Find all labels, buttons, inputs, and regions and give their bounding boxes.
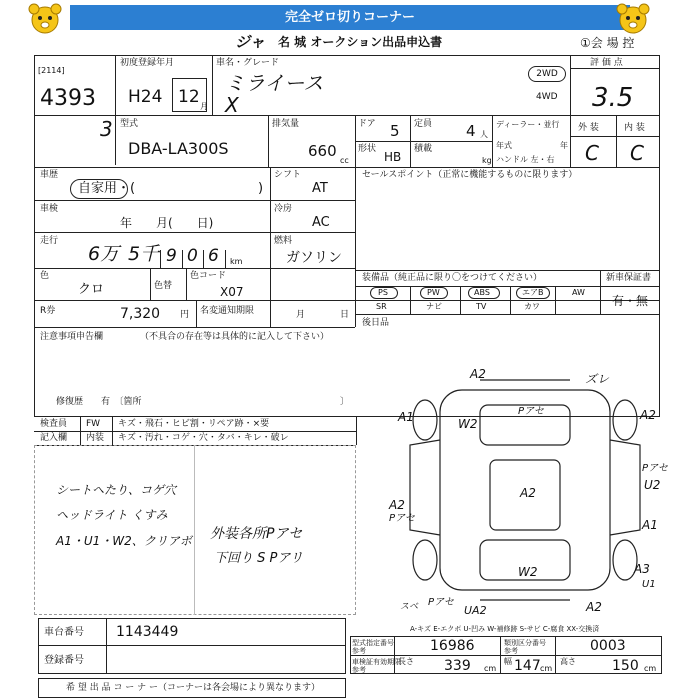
type-label: 型式 [120,119,139,129]
exterior-label: 外 装 [578,123,599,133]
chassis-value: 1143449 [116,624,179,640]
diag-mark-3: A1 [398,410,414,424]
class-code-ref: 参考 [504,647,518,655]
fuel-label: 燃料 [274,236,293,246]
color-code-value: X07 [220,285,244,299]
handle-label: ハンドル 左・右 [496,155,555,164]
width-label: 幅 [504,657,512,666]
capacity-value: 4 [466,122,476,140]
type-value: DBA-LA300S [128,139,229,158]
class-code-label: 類別区分番号 [504,639,546,647]
diag-mark-12: A1 [642,518,658,532]
length-unit: cm [484,664,497,673]
class-code-value: 0003 [590,638,626,654]
first-reg-era-year: H24 [128,87,163,107]
handnote-2: ヘッドライト くすみ [56,508,168,522]
capacity-unit: 人 [480,130,488,139]
model-name: ミライース [225,71,324,95]
shape-value: HB [384,150,402,164]
color-code-label: 色コード [190,271,227,281]
capacity-label: 定員 [414,119,433,129]
month-unit: 月 [200,102,208,111]
equipment-label: 装備品（純正品に限り〇をつけてください） [362,273,543,283]
handnote-4: 外装各所Pアセ [210,526,303,542]
equip-pw: PW [427,288,440,297]
recycle-label: R券 [40,306,56,316]
height-unit: cm [644,664,657,673]
notes-area [34,445,356,615]
diag-mark-16: スベ [400,602,419,612]
notes-sub: （不具合の存在等は具体的に記入して下さい） [140,332,330,342]
repair-history-label: 修復歴 有 〔箇所 [56,397,142,407]
fw-items: キズ・飛石・ヒビ割・リペア跡・×要 [118,419,270,429]
diag-mark-19: A2 [586,600,602,614]
year-label: 年式 [496,141,512,150]
new-car-warranty-value: 有・無 [612,294,649,308]
expiry-ref: 参考 [352,666,366,674]
mascot-right-icon [614,2,652,36]
load-label: 積載 [414,144,433,154]
width-value: 147 [514,658,541,674]
rating-label: 評 価 点 [590,58,623,68]
form-title: 名 城 オークション出品申込書 [278,35,443,49]
model-code-ref: 参考 [352,647,366,655]
mileage-digit-1: 9 [166,246,177,266]
expiry-label: 車検証有効期限 [352,658,401,666]
venue-copy-label: ①会 場 控 [580,36,635,50]
shape-label: 形状 [358,144,377,154]
diag-mark-4: W2 [458,417,478,431]
ac-value: AC [312,215,330,230]
height-label: 高さ [560,657,576,666]
diag-mark-14: U1 [642,579,656,590]
diag-mark-10: Pアセ [389,513,415,524]
model-code-label: 型式指定番号 [352,639,394,647]
color-change-label: 色替 [154,281,173,291]
equip-ps: PS [378,288,388,297]
mascot-left-icon [26,2,64,36]
banner-title: 完全ゼロ切りコーナー [70,5,630,30]
recycle-value: 7,320 [120,306,161,322]
rear-items-label: 後日品 [362,318,390,328]
interior-check-label: 内装 [86,433,105,443]
mileage-digit-3: 6 [208,246,219,266]
diag-mark-6: A2 [640,408,656,422]
sales-point-label: セールスポイント（正常に機能するものに限ります） [362,170,578,180]
diag-mark-17: Pアセ [428,597,454,608]
displacement-label: 排気量 [272,119,300,129]
inspector-label: 検査員 [40,419,68,429]
diag-mark-8: U2 [644,478,661,492]
model-label: 車名・グレード [216,58,280,68]
fuel-value: ガソリン [286,250,342,266]
registration-label: 登録番号 [44,655,84,666]
height-value: 150 [612,658,639,674]
drive-2wd-circled: 2WD [528,66,566,82]
hand-mark: 3 [100,117,113,141]
diagram-legend: A-キズ E-エクボ U-凹み W-補修跡 S-サビ C-腐食 XX-交換済 [410,625,600,633]
equip-abs: ABS [474,288,490,297]
grade: X [225,93,239,117]
handnote-1: シートヘたり、コゲ穴 [56,483,177,497]
history-value: 自家用・( [78,181,136,196]
repair-history-close: 〕 [340,397,350,407]
mileage-unit: km [230,257,243,266]
doors-value: 5 [390,122,400,140]
exterior-grade: C [585,141,599,165]
diag-mark-18: UA2 [464,604,487,617]
length-label: 長さ [398,657,414,666]
equip-leather: カワ [524,302,540,311]
equip-aw: AW [572,288,585,297]
name-change-day: 日 [340,310,350,320]
length-value: 339 [444,658,471,674]
handnote-3: A1・U1・W2、クリアボ [56,534,192,548]
diag-mark-15: W2 [518,565,538,579]
first-reg-label: 初度登録年月 [120,58,175,68]
interior-grade: C [630,141,644,165]
shift-value: AT [312,181,328,196]
new-car-warranty-label: 新車保証書 [606,273,652,283]
color-value: クロ [78,282,105,297]
displacement-value: 660 [308,142,337,160]
history-close: ) [258,181,264,196]
recycle-unit: 円 [180,310,190,320]
entry-label: 記入欄 [40,433,68,443]
diag-mark-11: A2 [520,486,536,500]
diag-mark-5: Pアセ [518,406,544,417]
diag-mark-9: A2 [389,498,405,512]
name-change-label: 名変通知期限 [200,306,255,316]
mileage-man: 6万 [88,243,120,265]
diag-mark-1: A2 [470,367,486,381]
rating-value: 3.5 [592,83,634,113]
diag-mark-13: A3 [634,562,650,576]
drive-4wd: 4WD [536,92,558,102]
displacement-unit: cc [340,156,349,165]
chassis-label: 車台番号 [44,627,84,638]
lot-small-code: [2114] [38,66,65,75]
diag-mark-2: ズレ [585,372,610,386]
lot-number: 4393 [40,86,96,111]
handnote-5: 下回り S Pアリ [214,551,303,566]
mileage-sen: 5千 [128,243,160,265]
brand-logo: ジャ [235,33,265,51]
name-change-month: 月 [296,310,306,320]
shift-label: シフト [274,170,302,180]
footer-corner-label: 希 望 出 品 コ ー ナ ー（コーナーは各会場により異なります） [66,683,321,693]
equip-tv: TV [476,302,487,311]
equip-navi: ナビ [426,302,442,311]
mileage-label: 走行 [40,236,59,246]
color-label: 色 [40,271,50,281]
mileage-digit-2: 0 [187,246,198,266]
history-label: 車歴 [40,170,59,180]
doors-label: ドア [358,119,376,129]
dealer-label: ディーラー・並行 [496,120,560,129]
interior-label: 内 装 [624,123,645,133]
inspection-value: 年 月( 日) [120,216,214,230]
year-unit: 年 [560,141,568,150]
chassis-box [38,618,346,674]
fw-label: FW [86,419,101,429]
width-unit: cm [540,664,553,673]
model-code-value: 16986 [430,638,475,654]
interior-check-items: キズ・汚れ・コゲ・穴・タバ・キレ・破レ [118,433,289,443]
inspection-label: 車検 [40,204,59,214]
equip-sr: SR [376,302,387,311]
equip-airbag: エアB [522,288,544,297]
diag-mark-7: Pアセ [642,463,668,474]
ac-label: 冷房 [274,204,293,214]
first-reg-month: 12 [178,87,200,107]
notes-label: 注意事項申告欄 [40,332,104,342]
load-unit: kg [482,156,492,165]
